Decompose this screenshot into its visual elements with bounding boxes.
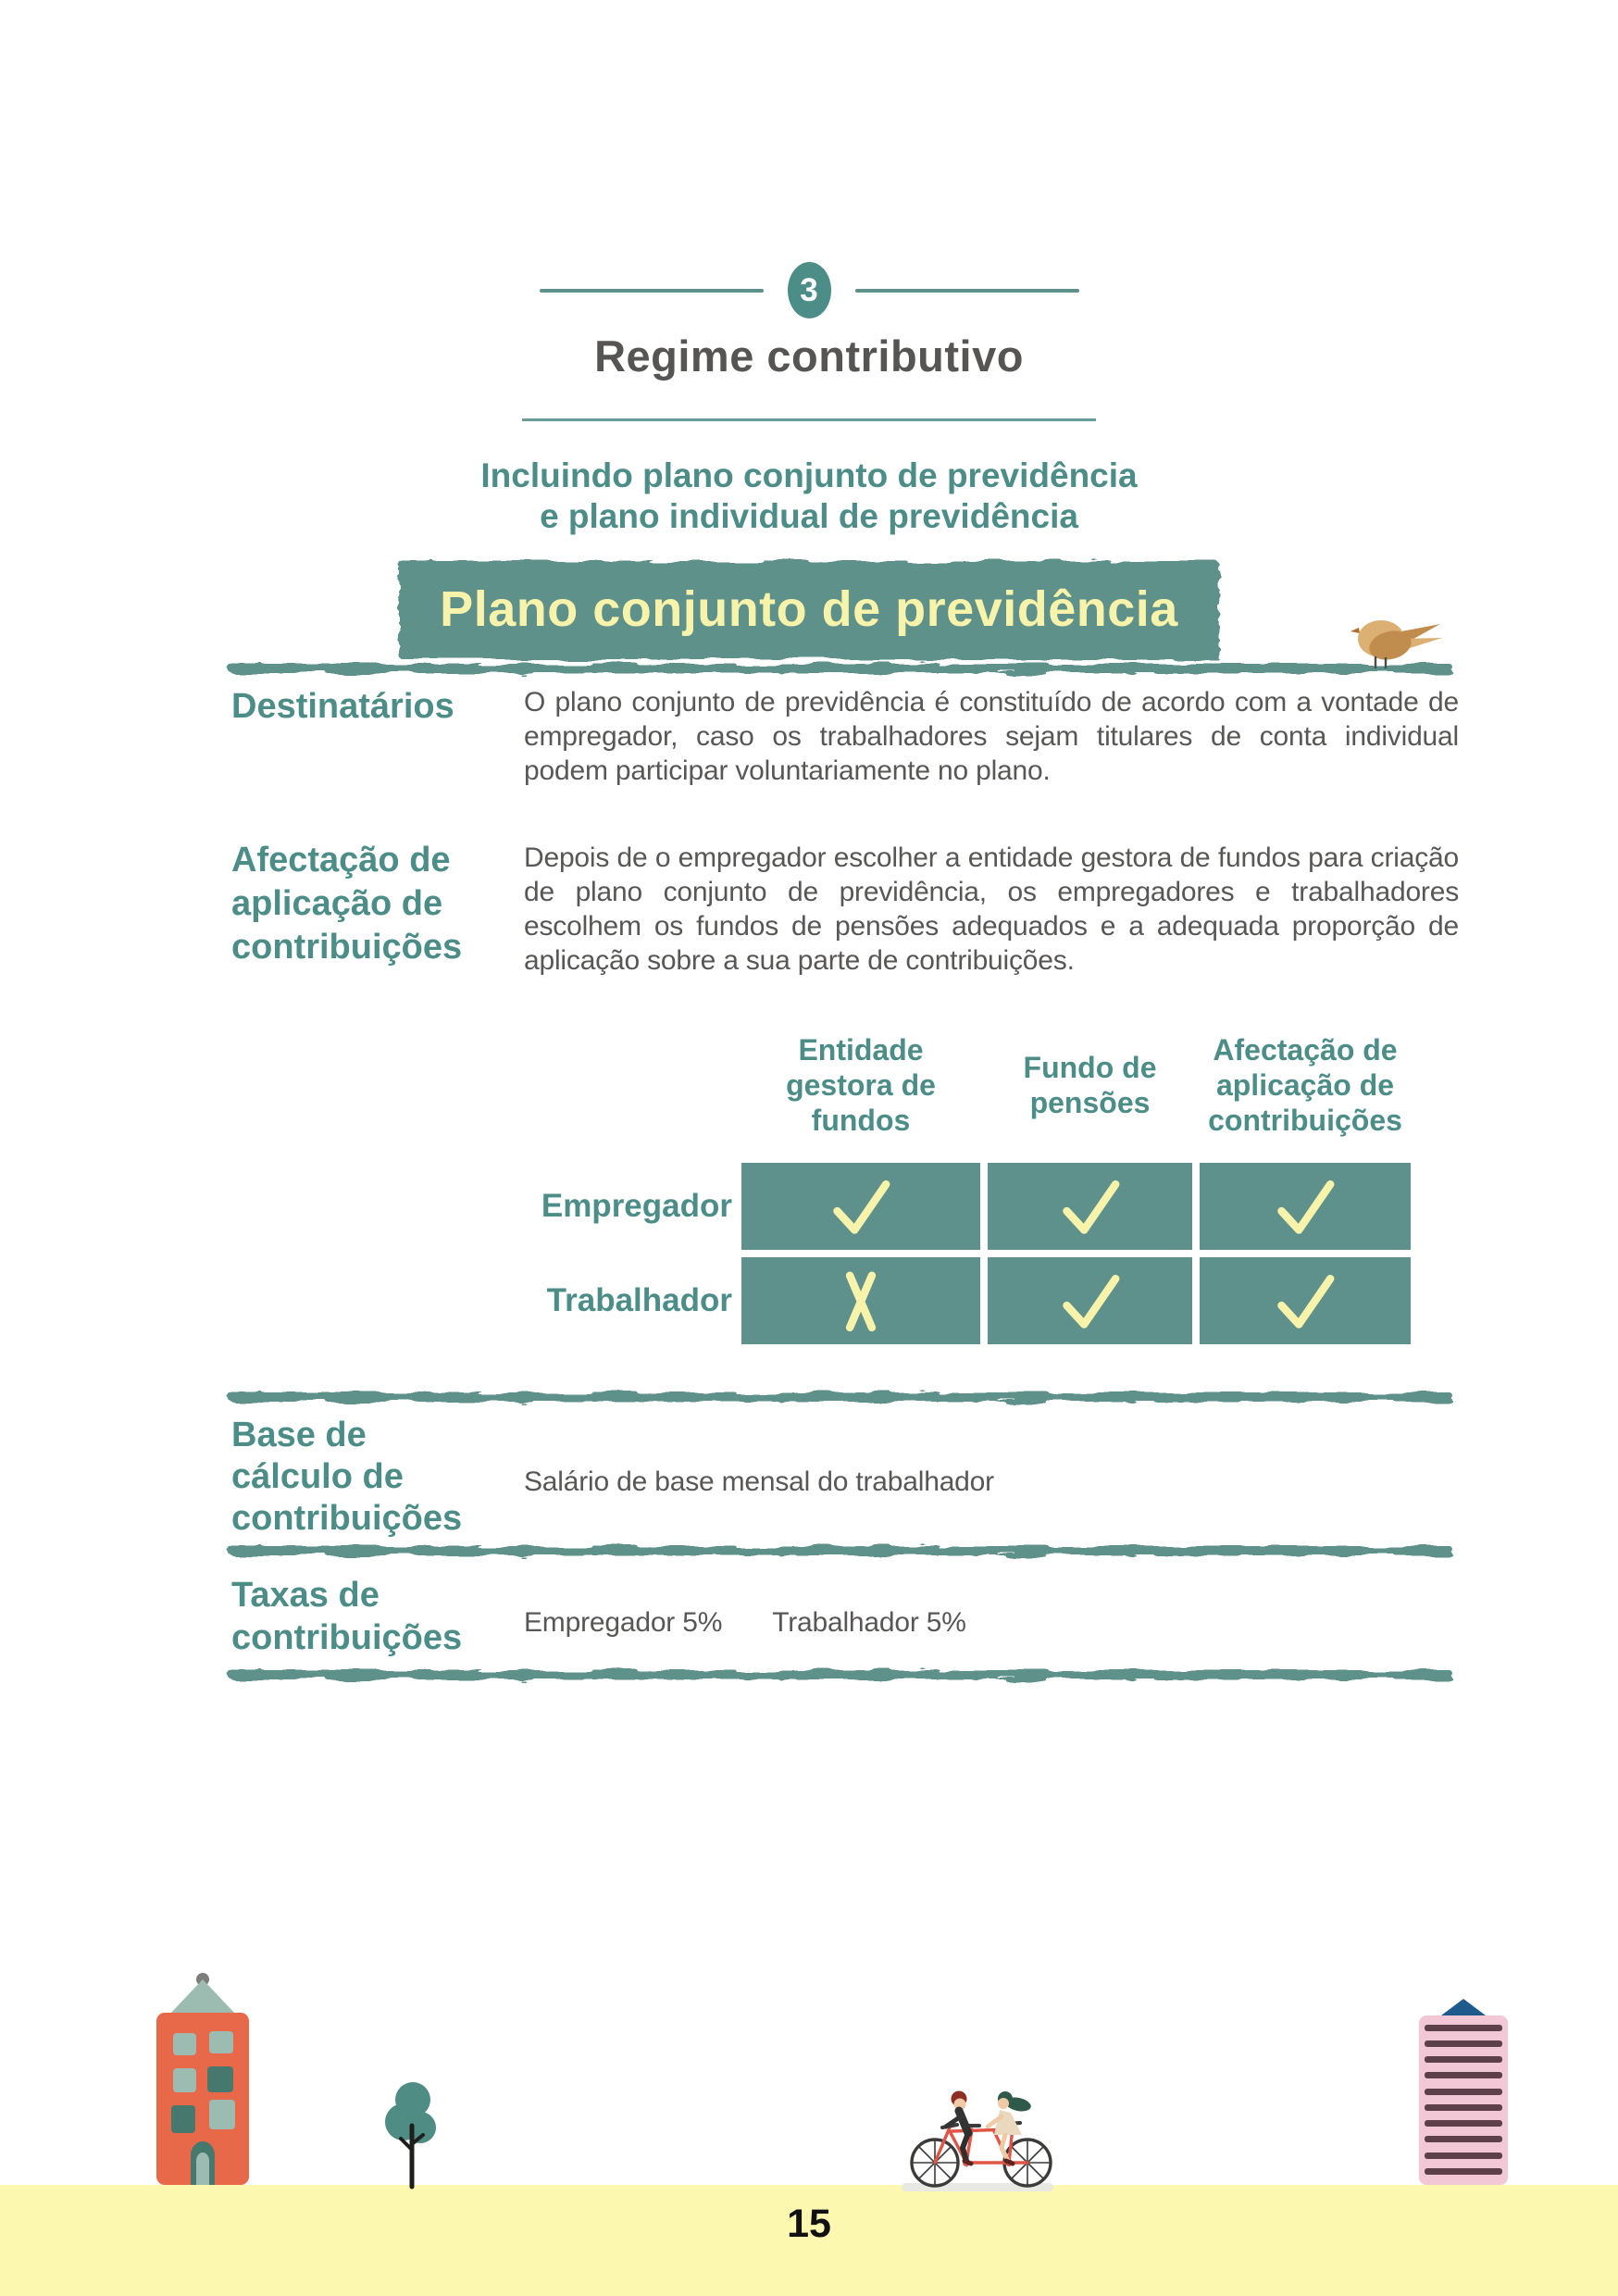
table-cell xyxy=(741,1163,980,1250)
table-column-header-fundo: Fundo de pensões xyxy=(1023,1051,1157,1119)
section-heading-taxas: Taxas de contribuições xyxy=(231,1576,463,1657)
footer-band xyxy=(0,2185,1618,2296)
page-title: Regime contributivo xyxy=(594,331,1024,381)
check-icon xyxy=(1264,1269,1346,1332)
striped-building-illustration xyxy=(1416,1996,1511,2187)
section-divider xyxy=(228,1546,1453,1555)
house-illustration xyxy=(151,1968,255,2189)
table-cell xyxy=(988,1163,1192,1250)
section-divider xyxy=(228,1392,1453,1402)
badge-line-left xyxy=(540,289,764,293)
subtitle-line-2: e plano individual de previdência xyxy=(540,497,1078,535)
contribution-table xyxy=(313,1015,1411,1344)
page-number: 15 xyxy=(787,2202,831,2246)
check-icon xyxy=(1050,1175,1131,1238)
section-heading-destinatarios: Destinatários xyxy=(231,687,454,726)
plan-banner xyxy=(399,561,1219,659)
section-number-badge: 3 xyxy=(788,262,831,318)
table-cell xyxy=(988,1257,1192,1344)
cross-icon xyxy=(820,1269,902,1332)
subtitle-line-1: Incluindo plano conjunto de previdência xyxy=(480,456,1138,494)
section-body-taxas xyxy=(524,1605,1459,1640)
table-cell xyxy=(1200,1257,1411,1344)
table-row-label-trabalhador: Trabalhador xyxy=(546,1282,732,1318)
table-column-header-entidade: Entidade gestora de fundos xyxy=(786,1033,936,1137)
tandem-couple-illustration xyxy=(898,2079,1057,2196)
plan-banner-label: Plano conjunto de previdência xyxy=(440,581,1178,637)
table-cell xyxy=(741,1257,980,1344)
section-number-row xyxy=(0,262,1618,318)
section-body-destinatarios: O plano conjunto de previdência é constituído de acordo com a vontade de empregador, caso os trabalhadores sejam titulares de conta individual podem participar voluntariamente no plano. xyxy=(524,687,1459,786)
check-icon xyxy=(1264,1175,1346,1238)
section-divider xyxy=(228,664,1453,673)
tree-illustration xyxy=(383,2076,441,2192)
section-body-afectacao: Depois de o empregador escolher a entidade gestora de fundos para criação de plano conjunto de previdência, os empregadores e trabalhadores escolhem os fundos de pensões adequados e a adequada proporção de aplicação sobre a sua parte de contribuições. xyxy=(524,842,1459,976)
section-divider xyxy=(228,1670,1453,1679)
check-icon xyxy=(820,1175,902,1238)
badge-line-right xyxy=(855,289,1079,293)
section-heading-base-calculo: Base de cálculo de contribuições xyxy=(231,1416,463,1538)
page-subtitle xyxy=(0,455,1618,537)
section-heading-afectacao: Afectação de aplicação de contribuições xyxy=(231,841,463,967)
table-cell xyxy=(1200,1163,1411,1250)
worker-rate: Trabalhador 5% xyxy=(772,1607,966,1638)
check-icon xyxy=(1050,1269,1131,1332)
table-corner-spacer xyxy=(313,1015,734,1155)
section-body-base-calculo: Salário de base mensal do trabalhador xyxy=(524,1466,994,1497)
title-underline xyxy=(522,418,1096,421)
table-row-label-empregador: Empregador xyxy=(541,1188,732,1224)
table-column-header-afectacao: Afectação de aplicação de contribuições xyxy=(1208,1033,1402,1137)
employer-rate: Empregador 5% xyxy=(524,1607,723,1638)
bird-icon xyxy=(1344,607,1448,670)
